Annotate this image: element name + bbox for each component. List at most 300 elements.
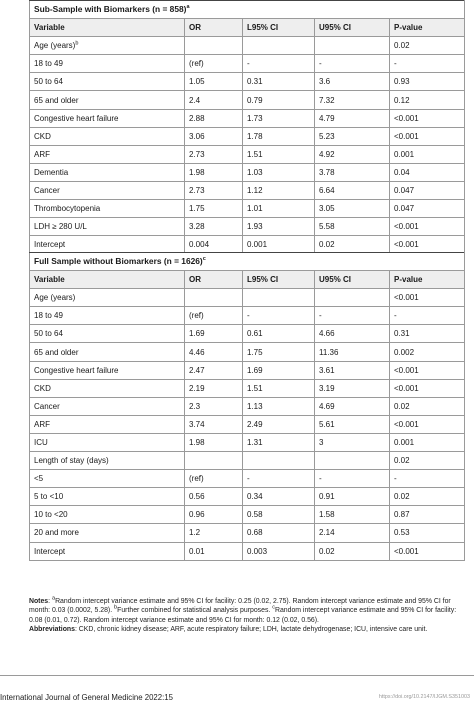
doi-link[interactable]: https://doi.org/10.2147/IJGM.S351003	[378, 694, 470, 700]
value-cell	[390, 218, 465, 236]
cell-text: 0.96	[189, 510, 205, 520]
variable-cell	[30, 218, 185, 236]
variable-cell	[30, 415, 185, 433]
cell-text: 0.53	[394, 528, 410, 538]
variable-cell	[30, 470, 185, 488]
value-cell	[185, 343, 243, 361]
table-row	[30, 415, 465, 433]
table-row	[30, 145, 465, 163]
value-cell	[185, 109, 243, 127]
value-cell	[315, 73, 390, 91]
value-cell	[243, 361, 315, 379]
value-cell	[390, 470, 465, 488]
value-cell	[243, 542, 315, 560]
value-cell	[315, 145, 390, 163]
cell-text: 5.58	[319, 222, 335, 232]
value-cell	[315, 307, 390, 325]
value-cell	[315, 163, 390, 181]
value-cell	[185, 73, 243, 91]
cell-text: 2.73	[189, 185, 205, 195]
cell-text: LDH ≥ 280 U/L	[34, 222, 87, 232]
value-cell	[390, 361, 465, 379]
cell-text: 3.05	[319, 204, 335, 214]
cell-text: CKD	[34, 383, 51, 393]
cell-text: 2.47	[189, 365, 205, 375]
cell-text: Congestive heart failure	[34, 365, 119, 375]
note-b-text: Further combined for statistical analysis purposes.	[117, 607, 273, 615]
cell-text: Intercept	[34, 546, 66, 556]
cell-text: 0.002	[394, 347, 415, 357]
column-header: Variable	[30, 19, 185, 37]
cell-text: Length of stay (days)	[34, 456, 109, 466]
note-a-text: Random intercept variance estimate and 95% CI for facility: 0.25 (0.02, 2.75). Random intercept variance estimate and 95% CI for month: 0.03 (0.0002, 5.28).	[29, 598, 451, 615]
variable-cell	[30, 397, 185, 415]
abbreviations-text: : CKD, chronic kidney disease; ARF, acute respiratory failure; LDH, lactate dehydrogenase; ICU, intensive care unit.	[74, 626, 428, 634]
value-cell	[390, 91, 465, 109]
table-row	[30, 307, 465, 325]
value-cell	[390, 163, 465, 181]
value-cell	[315, 325, 390, 343]
table-row	[30, 325, 465, 343]
variable-cell	[30, 127, 185, 145]
cell-text: 0.003	[247, 546, 268, 556]
cell-text: 50 to 64	[34, 329, 63, 339]
value-cell	[315, 470, 390, 488]
variable-cell	[30, 379, 185, 397]
cell-text: 2.14	[319, 528, 335, 538]
table-row	[30, 397, 465, 415]
value-cell	[390, 379, 465, 397]
cell-text: 2.49	[247, 419, 263, 429]
cell-text: 2.3	[189, 401, 201, 411]
cell-text: 6.64	[319, 185, 335, 195]
cell-text: 0.02	[394, 401, 410, 411]
value-cell	[390, 524, 465, 542]
cell-text: 2.4	[189, 95, 201, 105]
value-cell	[390, 415, 465, 433]
variable-cell	[30, 181, 185, 199]
cell-text: 3.06	[189, 131, 205, 141]
variable-cell	[30, 361, 185, 379]
value-cell	[185, 470, 243, 488]
value-cell	[185, 218, 243, 236]
cell-text: -	[247, 474, 250, 484]
value-cell	[390, 127, 465, 145]
cell-text: 10 to <20	[34, 510, 68, 520]
column-header: U95% CI	[315, 271, 390, 289]
value-cell	[185, 181, 243, 199]
variable-cell	[30, 37, 185, 55]
column-header: L95% CI	[243, 271, 315, 289]
cell-text: <0.001	[394, 419, 419, 429]
table-row	[30, 73, 465, 91]
variable-cell	[30, 524, 185, 542]
cell-text: 0.02	[319, 546, 335, 556]
table-section-title-row	[30, 1, 465, 19]
column-header: OR	[185, 271, 243, 289]
cell-text: 0.047	[394, 185, 415, 195]
cell-text: (ref)	[189, 474, 204, 484]
footnote-mark: a	[52, 595, 56, 602]
cell-text: <0.001	[394, 240, 419, 250]
variable-cell	[30, 289, 185, 307]
value-cell	[315, 343, 390, 361]
cell-text: 1.93	[247, 222, 263, 232]
table-row	[30, 109, 465, 127]
table-row	[30, 218, 465, 236]
value-cell	[315, 181, 390, 199]
cell-text: 4.79	[319, 113, 335, 123]
footnote-mark: b	[75, 40, 79, 47]
value-cell	[315, 200, 390, 218]
cell-text: (ref)	[189, 59, 204, 69]
cell-text: -	[247, 311, 250, 321]
cell-text: 0.31	[247, 77, 263, 87]
cell-text: Congestive heart failure	[34, 113, 119, 123]
table-row	[30, 452, 465, 470]
cell-text: 1.31	[247, 437, 263, 447]
value-cell	[185, 91, 243, 109]
value-cell	[390, 452, 465, 470]
value-cell	[315, 524, 390, 542]
value-cell	[243, 488, 315, 506]
cell-text: 0.02	[394, 41, 410, 51]
variable-cell	[30, 307, 185, 325]
value-cell	[243, 91, 315, 109]
cell-text: 0.02	[394, 456, 410, 466]
table-title	[30, 253, 465, 271]
value-cell	[390, 289, 465, 307]
cell-text: 0.004	[189, 240, 210, 250]
table-row	[30, 200, 465, 218]
value-cell	[243, 343, 315, 361]
footer-divider	[0, 675, 474, 676]
value-cell	[390, 542, 465, 560]
cell-text: 0.12	[394, 95, 410, 105]
value-cell	[390, 307, 465, 325]
value-cell	[315, 506, 390, 524]
cell-text: <0.001	[394, 383, 419, 393]
cell-text: 0.61	[247, 329, 263, 339]
cell-text: 1.03	[247, 167, 263, 177]
table-row	[30, 361, 465, 379]
cell-text: <5	[34, 474, 44, 484]
cell-text: 1.12	[247, 185, 263, 195]
cell-text: <0.001	[394, 113, 419, 123]
variable-cell	[30, 325, 185, 343]
cell-text: 1.69	[247, 365, 263, 375]
table-row	[30, 163, 465, 181]
value-cell	[315, 37, 390, 55]
value-cell	[243, 289, 315, 307]
table-title	[30, 1, 465, 19]
cell-text: 4.92	[319, 149, 335, 159]
cell-text: 0.56	[189, 492, 205, 502]
column-header: Variable	[30, 271, 185, 289]
value-cell	[390, 488, 465, 506]
value-cell	[390, 55, 465, 73]
value-cell	[315, 452, 390, 470]
cell-text: 3.78	[319, 167, 335, 177]
value-cell	[243, 452, 315, 470]
cell-text: 3.61	[319, 365, 335, 375]
cell-text: Cancer	[34, 401, 60, 411]
value-cell	[243, 163, 315, 181]
value-cell	[185, 542, 243, 560]
table-row	[30, 37, 465, 55]
value-cell	[315, 433, 390, 451]
table-row	[30, 91, 465, 109]
table-row	[30, 181, 465, 199]
table-title-footnote-mark: c	[202, 256, 206, 263]
value-cell	[390, 433, 465, 451]
abbreviations-label: Abbreviations	[29, 626, 75, 634]
cell-text: ARF	[34, 419, 50, 429]
cell-text: 1.13	[247, 401, 263, 411]
notes-label: Notes	[29, 598, 49, 605]
variable-cell	[30, 452, 185, 470]
cell-text: 0.34	[247, 492, 263, 502]
value-cell	[390, 145, 465, 163]
cell-text: ARF	[34, 149, 50, 159]
variable-cell	[30, 506, 185, 524]
cell-text: 5.61	[319, 419, 335, 429]
cell-text: 5 to <10	[34, 492, 64, 502]
variable-cell	[30, 145, 185, 163]
cell-text: 1.75	[247, 347, 263, 357]
value-cell	[185, 361, 243, 379]
variable-cell	[30, 200, 185, 218]
cell-text: Age (years)	[34, 293, 76, 303]
table-full-sample	[29, 252, 465, 561]
variable-cell	[30, 73, 185, 91]
cell-text: 3.19	[319, 383, 335, 393]
value-cell	[185, 289, 243, 307]
table-row	[30, 55, 465, 73]
cell-text: 65 and older	[34, 347, 79, 357]
cell-text: 1.01	[247, 204, 263, 214]
cell-text: 1.58	[319, 510, 335, 520]
value-cell	[243, 127, 315, 145]
value-cell	[315, 289, 390, 307]
cell-text: 0.001	[247, 240, 268, 250]
value-cell	[243, 415, 315, 433]
cell-text: 1.51	[247, 149, 263, 159]
value-cell	[315, 361, 390, 379]
value-cell	[243, 145, 315, 163]
cell-text: 18 to 49	[34, 59, 63, 69]
value-cell	[185, 307, 243, 325]
cell-text: 20 and more	[34, 528, 79, 538]
cell-text: 5.23	[319, 131, 335, 141]
table-header-row	[30, 19, 465, 37]
cell-text: 1.78	[247, 131, 263, 141]
table-header-row	[30, 271, 465, 289]
column-header: P-value	[390, 19, 465, 37]
value-cell	[185, 488, 243, 506]
value-cell	[185, 524, 243, 542]
variable-cell	[30, 343, 185, 361]
cell-text: -	[319, 59, 322, 69]
table-row	[30, 506, 465, 524]
value-cell	[315, 127, 390, 145]
cell-text: 0.87	[394, 510, 410, 520]
variable-cell	[30, 433, 185, 451]
cell-text: 1.69	[189, 329, 205, 339]
value-cell	[243, 55, 315, 73]
cell-text: 18 to 49	[34, 311, 63, 321]
value-cell	[243, 181, 315, 199]
cell-text: 11.36	[319, 347, 339, 357]
value-cell	[315, 55, 390, 73]
cell-text: -	[319, 474, 322, 484]
cell-text: -	[394, 474, 397, 484]
cell-text: 3.28	[189, 222, 205, 232]
cell-text: 2.73	[189, 149, 205, 159]
cell-text: 3	[319, 437, 324, 447]
cell-text: 2.19	[189, 383, 205, 393]
cell-text: 3.6	[319, 77, 331, 87]
value-cell	[185, 433, 243, 451]
cell-text: -	[394, 59, 397, 69]
value-cell	[243, 325, 315, 343]
table-row	[30, 542, 465, 560]
variable-cell	[30, 55, 185, 73]
cell-text: 3.74	[189, 419, 205, 429]
table-section-title-row	[30, 253, 465, 271]
table-row	[30, 379, 465, 397]
table-row	[30, 524, 465, 542]
cell-text: 0.001	[394, 437, 415, 447]
cell-text: CKD	[34, 131, 51, 141]
value-cell	[185, 452, 243, 470]
cell-text: 1.75	[189, 204, 205, 214]
value-cell	[243, 73, 315, 91]
value-cell	[243, 307, 315, 325]
table-row	[30, 127, 465, 145]
cell-text: 1.2	[189, 528, 201, 538]
cell-text: 2.88	[189, 113, 205, 123]
column-header: P-value	[390, 271, 465, 289]
cell-text: 50 to 64	[34, 77, 63, 87]
variable-cell	[30, 109, 185, 127]
value-cell	[315, 415, 390, 433]
cell-text: 0.04	[394, 167, 410, 177]
value-cell	[315, 91, 390, 109]
cell-text: 1.51	[247, 383, 263, 393]
value-cell	[390, 181, 465, 199]
value-cell	[315, 397, 390, 415]
value-cell	[315, 488, 390, 506]
value-cell	[243, 200, 315, 218]
cell-text: Thrombocytopenia	[34, 204, 101, 214]
value-cell	[243, 433, 315, 451]
value-cell	[243, 218, 315, 236]
value-cell	[390, 325, 465, 343]
value-cell	[185, 37, 243, 55]
value-cell	[185, 145, 243, 163]
table-title-text: Full Sample without Biomarkers (n = 1626)	[34, 256, 203, 267]
cell-text: <0.001	[394, 222, 419, 232]
value-cell	[185, 200, 243, 218]
value-cell	[185, 325, 243, 343]
cell-text: <0.001	[394, 131, 419, 141]
table-row	[30, 433, 465, 451]
cell-text: 0.79	[247, 95, 263, 105]
value-cell	[390, 200, 465, 218]
value-cell	[185, 506, 243, 524]
cell-text: 0.02	[394, 492, 410, 502]
variable-cell	[30, 163, 185, 181]
table-row	[30, 470, 465, 488]
cell-text: 4.66	[319, 329, 335, 339]
value-cell	[185, 55, 243, 73]
cell-text: 0.58	[247, 510, 263, 520]
value-cell	[390, 506, 465, 524]
variable-cell	[30, 91, 185, 109]
footnote-mark: b	[114, 605, 118, 612]
variable-cell	[30, 542, 185, 560]
cell-text: 1.73	[247, 113, 263, 123]
value-cell	[390, 73, 465, 91]
cell-text: 0.02	[319, 240, 335, 250]
value-cell	[315, 218, 390, 236]
cell-text: Age (years)	[34, 41, 76, 51]
value-cell	[390, 109, 465, 127]
value-cell	[390, 343, 465, 361]
column-header: L95% CI	[243, 19, 315, 37]
value-cell	[243, 506, 315, 524]
cell-text: 0.01	[189, 546, 205, 556]
value-cell	[243, 37, 315, 55]
cell-text: 4.46	[189, 347, 205, 357]
table-notes: Notes: $^a$Random intercept variance estimate and 95% CI for facility: 0.25 (0.02, 2.75). Random intercept variance estimate and 95% CI for month: 0.03 (0.0002, 5.28). $^b$Further combined for statistical analysis purposes. $^c$Random intercept variance estimate and 95% CI for facility: 0.08 (0.01, 0.72). Random intercept variance estimate and 95% CI for month: 0.12 (0.02, 0.56). Abbreviations: CKD, chronic kidney disease; ARF, acute respiratory failure; LDH, lactate dehydrogenase; ICU, intensive care unit.	[29, 595, 457, 634]
note-c-text: Random intercept variance estimate and 95% CI for facility: 0.08 (0.01, 0.72). Random intercept variance estimate and 95% CI for month: 0.12 (0.02, 0.56).	[29, 607, 457, 624]
table-row	[30, 343, 465, 361]
cell-text: 0.93	[394, 77, 410, 87]
cell-text: -	[394, 311, 397, 321]
cell-text: Intercept	[34, 240, 66, 250]
cell-text: 0.047	[394, 204, 415, 214]
cell-text: 7.32	[319, 95, 335, 105]
cell-text: -	[319, 311, 322, 321]
cell-text: 0.31	[394, 329, 410, 339]
cell-text: Cancer	[34, 185, 60, 195]
cell-text: (ref)	[189, 311, 204, 321]
cell-text: Dementia	[34, 167, 69, 177]
value-cell	[185, 379, 243, 397]
value-cell	[243, 109, 315, 127]
value-cell	[243, 379, 315, 397]
cell-text: 4.69	[319, 401, 335, 411]
value-cell	[185, 163, 243, 181]
table-title-footnote-mark: a	[186, 4, 190, 11]
cell-text: 1.05	[189, 77, 205, 87]
cell-text: 0.91	[319, 492, 335, 502]
value-cell	[185, 127, 243, 145]
value-cell	[185, 415, 243, 433]
column-header: U95% CI	[315, 19, 390, 37]
cell-text: -	[247, 59, 250, 69]
value-cell	[243, 524, 315, 542]
cell-text: 1.98	[189, 437, 205, 447]
journal-citation: International Journal of General Medicine 2022:15	[0, 693, 173, 702]
cell-text: ICU	[34, 437, 48, 447]
table-row	[30, 488, 465, 506]
value-cell	[243, 397, 315, 415]
table-title-text: Sub-Sample with Biomarkers (n = 858)	[34, 4, 187, 15]
table-row	[30, 289, 465, 307]
